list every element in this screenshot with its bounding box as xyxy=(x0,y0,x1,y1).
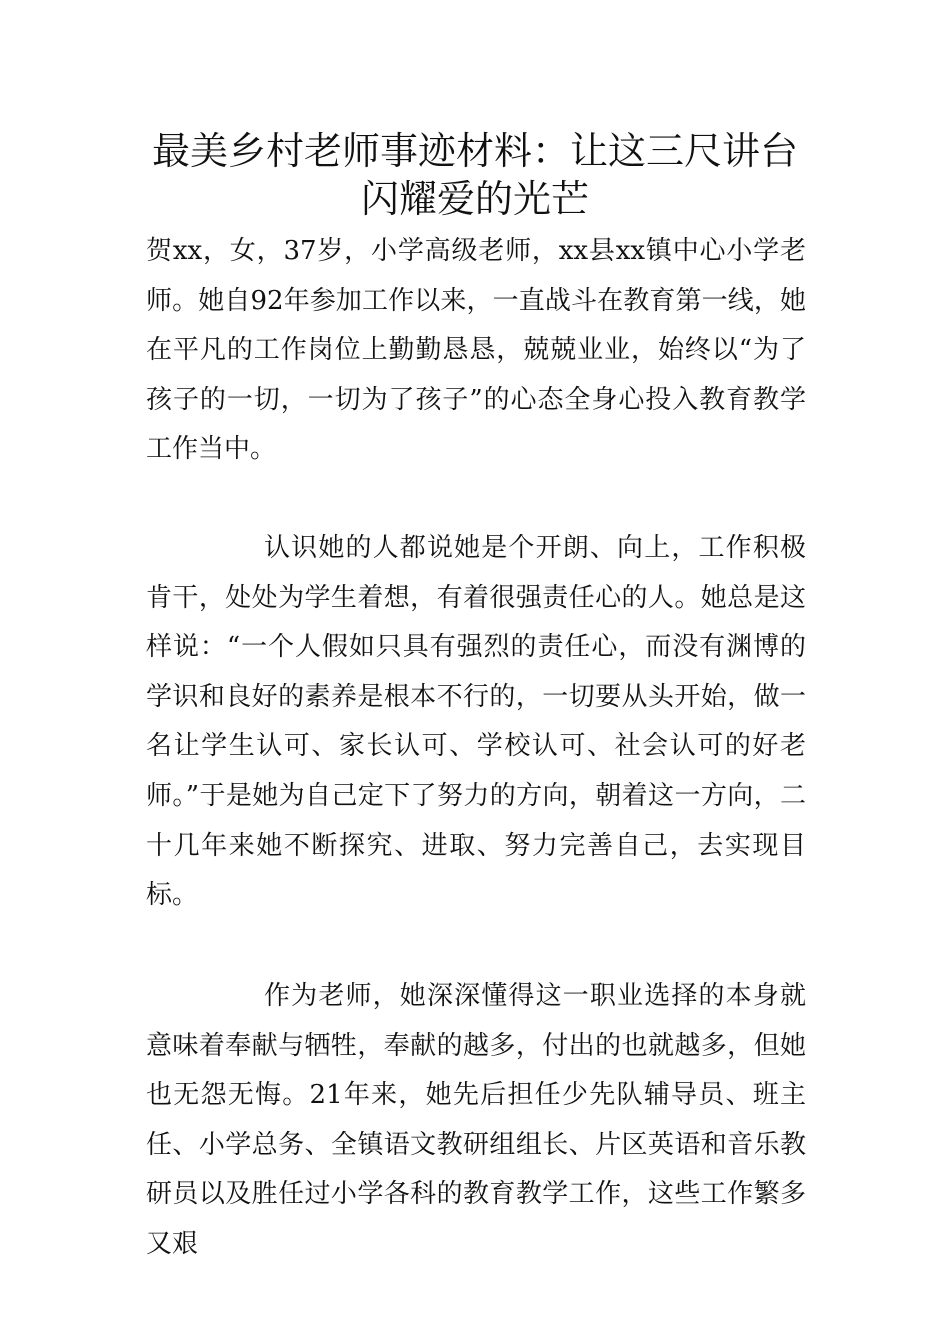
document-title-line-1: 最美乡村老师事迹材料：让这三尺讲台 xyxy=(151,129,798,173)
document-title-line-2: 闪耀爱的光芒 xyxy=(360,177,589,221)
paragraph-3: 作为老师，她深深懂得这一职业选择的本身就意味着奉献与牺牲，奉献的越多，付出的也就越多，但她也无怨无悔。21年来，她先后担任少先队辅导员、班主任、小学总务、全镇语文教研组组长、片区英语和音乐教研员以及胜任过小学各科的教育教学工作，这些工作繁多又艰 xyxy=(146,981,806,1259)
paragraph-2: 认识她的人都说她是个开朗、向上，工作积极肯干，处处为学生着想，有着很强责任心的人。她总是这样说：“一个人假如只具有强烈的责任心，而没有渊博的学识和良好的素养是根本不行的，一切要从头开始，做一名让学生认可、家长认可、学校认可、社会认可的好老师。”于是她为自己定下了努力的方向，朝着这一方向，二十几年来她不断探究、进取、努力完善自己，去实现目标。 xyxy=(146,533,806,911)
paragraph-1: 贺xx，女，37岁，小学高级老师，xx县xx镇中心小学老师。她自92年参加工作以来，一直战斗在教育第一线，她在平凡的工作岗位上勤勤恳恳，兢兢业业，始终以“为了孩子的一切，一切为了孩子”的心态全身心投入教育教学工作当中。 xyxy=(146,236,806,465)
